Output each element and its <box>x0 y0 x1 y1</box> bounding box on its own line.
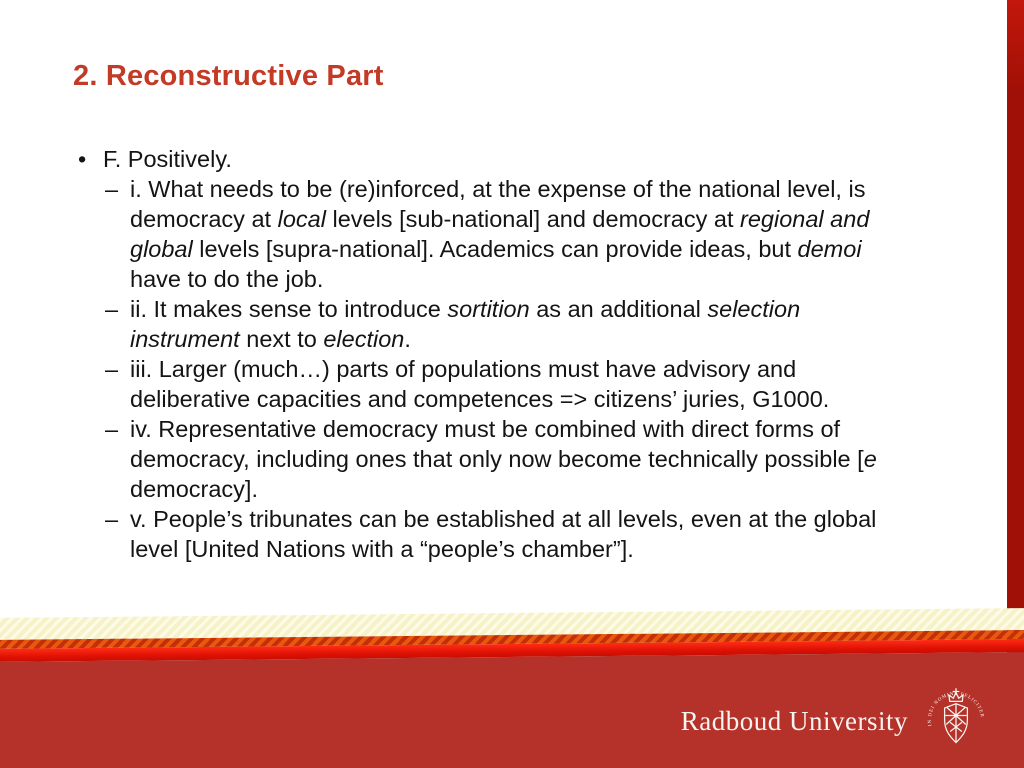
text-run: next to <box>239 326 324 352</box>
sub-bullet-item <box>105 174 958 294</box>
bullet-text <box>130 354 958 414</box>
text-run: iv. Representative democracy must be combined with direct forms of <box>130 416 841 442</box>
bullet-marker: • <box>78 146 87 172</box>
italic-text-run: demoi <box>797 236 862 262</box>
bullet-line <box>130 444 958 474</box>
sub-bullet-item <box>105 414 958 504</box>
bullet-marker: – <box>105 176 119 202</box>
text-run: ii. It makes sense to introduce <box>130 296 448 322</box>
text-run: democracy at <box>130 206 278 232</box>
radboud-logo <box>924 688 988 754</box>
bullet-line <box>130 234 958 264</box>
bullet-marker: – <box>105 506 119 532</box>
text-run: . <box>404 326 411 352</box>
bullet-text <box>130 174 958 294</box>
sub-bullet-item <box>105 504 958 564</box>
italic-text-run: election <box>323 326 405 352</box>
text-run: democracy, including ones that only now become technically possible [ <box>130 446 864 472</box>
text-run: levels [supra-national]. Academics can provide ideas, but <box>192 236 798 262</box>
bullet-line <box>130 414 958 444</box>
bullet-line <box>130 534 958 564</box>
text-run: as an additional <box>529 296 708 322</box>
text-run: levels [sub-national] and democracy at <box>325 206 741 232</box>
bullet-line <box>130 504 958 534</box>
text-run: deliberative capacities and competences => citizens’ juries, G1000. <box>130 386 830 412</box>
slide-title: 2. Reconstructive Part <box>73 60 384 92</box>
bullet-line <box>130 474 958 504</box>
italic-text-run: global <box>130 236 193 262</box>
bullet-marker: – <box>105 356 119 382</box>
text-run: v. People’s tribunates can be established at all levels, even at the global <box>130 506 877 532</box>
bullet-line <box>130 294 958 324</box>
bullet-line <box>130 354 958 384</box>
italic-text-run: sortition <box>447 296 530 322</box>
italic-text-run: local <box>277 206 326 232</box>
radboud-shield-icon <box>924 688 988 754</box>
bullet-marker: – <box>105 416 119 442</box>
bullet-line <box>130 174 958 204</box>
slide-body <box>78 144 958 564</box>
bullet-line <box>130 324 958 354</box>
bullet-line <box>103 144 958 174</box>
text-run: level [United Nations with a “people’s chamber”]. <box>130 536 634 562</box>
bullet-item <box>78 144 958 174</box>
bullet-text <box>130 504 958 564</box>
italic-text-run: e <box>863 446 877 472</box>
bullet-line <box>130 384 958 414</box>
text-run: democracy]. <box>130 476 258 502</box>
text-run: have to do the job. <box>130 266 324 292</box>
bullet-line <box>130 264 958 294</box>
university-wordmark: Radboud University <box>680 705 908 736</box>
sub-bullet-item <box>105 354 958 414</box>
text-run: i. What needs to be (re)inforced, at the expense of the national level, is <box>130 176 866 202</box>
logo-motto: IN DEI NOMINE FELICITER <box>927 691 985 727</box>
text-run: iii. Larger (much…) parts of populations must have advisory and <box>130 356 797 382</box>
bullet-marker: – <box>105 296 119 322</box>
bullet-line <box>130 204 958 234</box>
bullet-text <box>103 144 958 174</box>
text-run: F. Positively. <box>103 146 232 172</box>
footer <box>681 688 988 754</box>
bullet-text <box>130 294 958 354</box>
italic-text-run: instrument <box>130 326 240 352</box>
italic-text-run: regional and <box>740 206 870 232</box>
bullet-text <box>130 414 958 504</box>
italic-text-run: selection <box>707 296 801 322</box>
sub-bullet-item <box>105 294 958 354</box>
